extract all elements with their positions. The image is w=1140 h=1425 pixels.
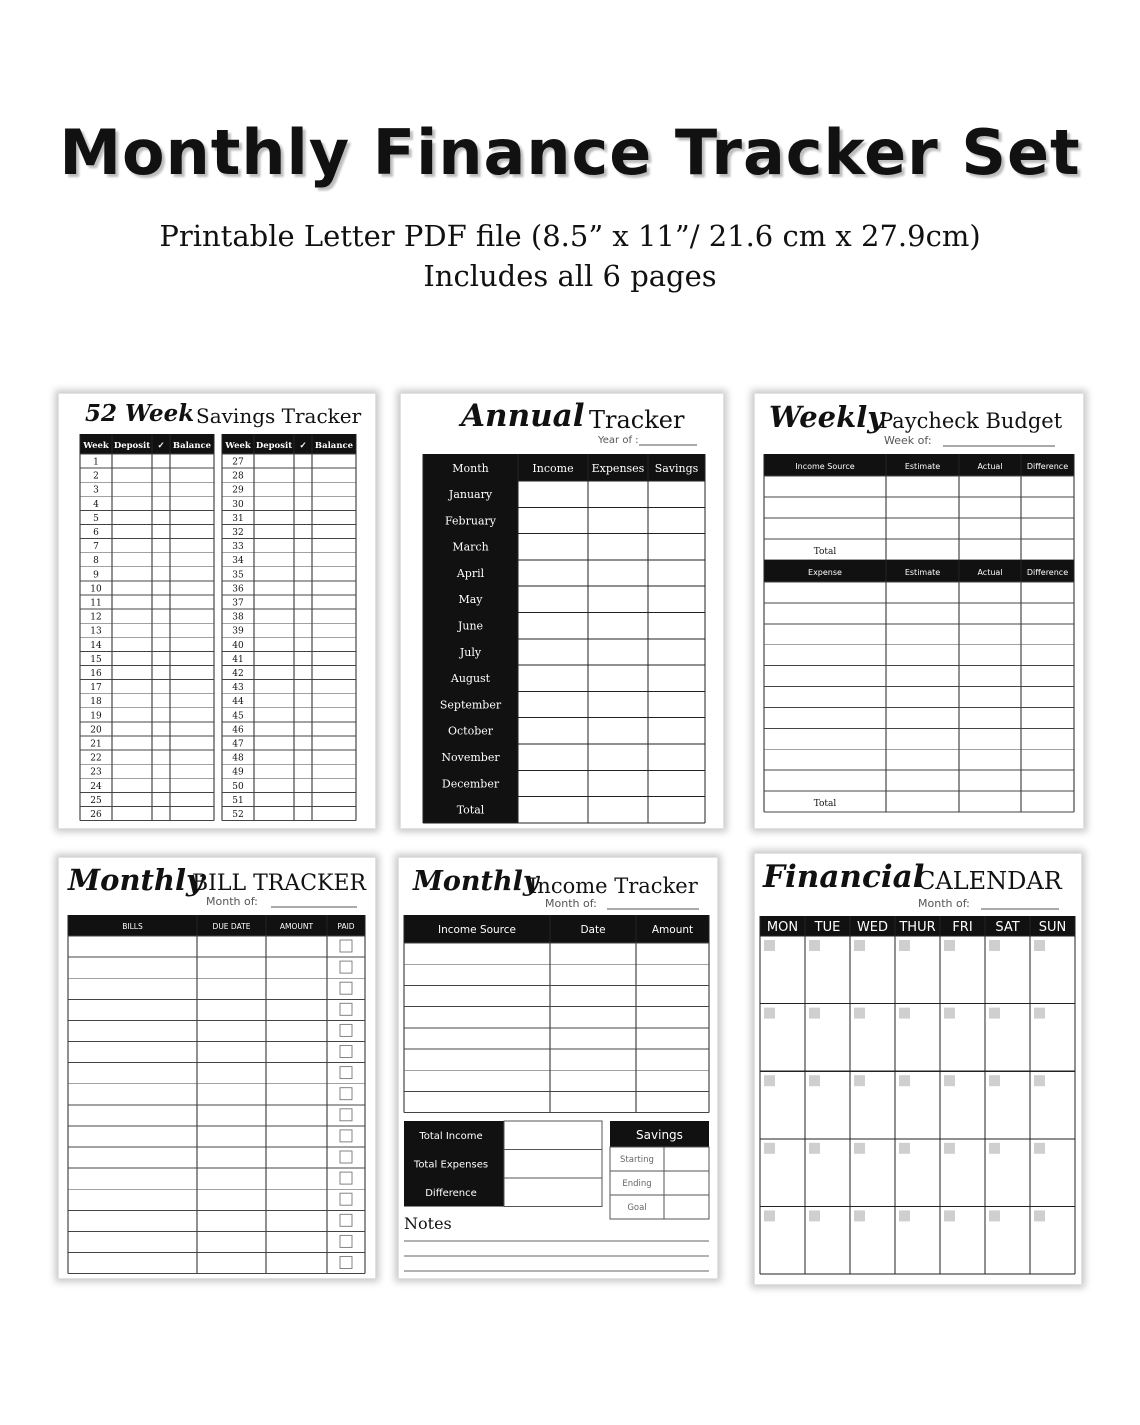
calendar-date-box bbox=[989, 1210, 1000, 1221]
calendar-date-box bbox=[764, 1008, 775, 1019]
calendar-day-header: TUE bbox=[814, 920, 841, 935]
savings-title-text: Savings Tracker bbox=[196, 404, 362, 428]
calendar-date-box bbox=[1034, 1008, 1045, 1019]
calendar-day-header: WED bbox=[856, 920, 889, 935]
calendar-date-box bbox=[809, 940, 820, 951]
calendar-date-box bbox=[764, 1210, 775, 1221]
savings-week-number: 25 bbox=[90, 795, 102, 806]
savings-col-header-left: Week bbox=[83, 441, 109, 451]
calendar-day-header: FRI bbox=[952, 920, 973, 935]
page-monthly-income-tracker bbox=[398, 857, 718, 1279]
calendar-date-box bbox=[944, 1210, 955, 1221]
annual-month-label: January bbox=[448, 488, 493, 501]
calendar-date-box bbox=[854, 1143, 865, 1154]
savings-week-number: 37 bbox=[232, 598, 244, 609]
savings-week-number: 21 bbox=[90, 739, 102, 750]
income-savings-title: Savings bbox=[636, 1128, 683, 1142]
subtitle-file-info: Printable Letter PDF file (8.5” x 11”/ 21.6 cm x 27.9cm) bbox=[159, 219, 981, 253]
savings-week-number: 8 bbox=[93, 556, 99, 567]
bills-grid bbox=[59, 858, 375, 1278]
savings-week-number: 15 bbox=[90, 654, 102, 665]
calendar-date-box bbox=[899, 1008, 910, 1019]
bills-col-header: DUE DATE bbox=[212, 922, 251, 931]
savings-week-number: 29 bbox=[232, 485, 244, 496]
savings-week-number: 9 bbox=[93, 570, 99, 581]
calendar-date-box bbox=[764, 1075, 775, 1086]
savings-week-number: 7 bbox=[93, 542, 99, 553]
subtitle-pages-info: Includes all 6 pages bbox=[423, 259, 717, 293]
annual-month-label: Total bbox=[456, 803, 485, 817]
savings-week-number: 30 bbox=[232, 499, 244, 510]
annual-year-label: Year of : bbox=[598, 435, 639, 446]
savings-week-number: 27 bbox=[232, 457, 244, 468]
bills-title-text: BILL TRACKER bbox=[192, 871, 367, 896]
calendar-date-box bbox=[944, 1075, 955, 1086]
bills-paid-checkbox bbox=[340, 1003, 352, 1015]
savings-week-number: 44 bbox=[232, 697, 244, 708]
savings-week-number: 4 bbox=[93, 499, 99, 510]
calendar-month-label: Month of: bbox=[918, 897, 970, 910]
calendar-date-box bbox=[1034, 1075, 1045, 1086]
annual-month-label: October bbox=[447, 724, 494, 738]
savings-week-number: 52 bbox=[232, 810, 244, 820]
savings-col-header-right: Deposit bbox=[255, 441, 293, 451]
annual-month-column bbox=[423, 454, 518, 823]
savings-week-number: 3 bbox=[93, 485, 99, 496]
calendar-date-box bbox=[809, 1143, 820, 1154]
savings-col-header-right: ✓ bbox=[299, 441, 307, 451]
bills-paid-checkbox bbox=[340, 1109, 352, 1121]
income-summary-label: Difference bbox=[425, 1188, 477, 1199]
savings-week-number: 45 bbox=[232, 711, 244, 722]
weekly-expense-total-label: Total bbox=[813, 799, 837, 809]
savings-week-number: 39 bbox=[232, 626, 244, 637]
savings-week-number: 31 bbox=[232, 513, 244, 524]
calendar-date-box bbox=[1034, 1210, 1045, 1221]
weekly-expense-col-header: Difference bbox=[1026, 568, 1069, 577]
bills-paid-checkbox bbox=[340, 1172, 352, 1184]
savings-week-number: 47 bbox=[232, 739, 244, 750]
page-financial-calendar bbox=[754, 853, 1082, 1285]
calendar-date-box bbox=[899, 1075, 910, 1086]
weekly-income-total-label: Total bbox=[813, 547, 837, 557]
savings-week-number: 11 bbox=[90, 598, 102, 609]
savings-col-header-left: ✓ bbox=[157, 441, 165, 451]
savings-week-number: 1 bbox=[93, 457, 99, 468]
savings-week-number: 5 bbox=[93, 513, 99, 524]
weekly-income-col-header: Actual bbox=[977, 462, 1003, 471]
savings-week-number: 34 bbox=[232, 556, 244, 567]
bills-paid-checkbox bbox=[340, 1067, 352, 1079]
page-monthly-bill-tracker bbox=[58, 857, 376, 1279]
calendar-date-box bbox=[899, 1143, 910, 1154]
weekly-expense-col-header: Actual bbox=[977, 568, 1003, 577]
main-title: Monthly Finance Tracker Set bbox=[59, 116, 1081, 189]
income-summary-label: Total Expenses bbox=[413, 1159, 489, 1171]
savings-week-number: 50 bbox=[232, 781, 244, 792]
income-month-label: Month of: bbox=[545, 897, 597, 910]
annual-month-label: April bbox=[456, 566, 485, 580]
savings-col-header-right: Balance bbox=[314, 441, 354, 451]
annual-month-label: March bbox=[452, 540, 489, 554]
savings-col-header-left: Balance bbox=[172, 441, 212, 451]
weekly-income-col-header: Difference bbox=[1026, 462, 1069, 471]
bills-paid-checkbox bbox=[340, 1046, 352, 1058]
annual-month-label: September bbox=[439, 698, 502, 712]
income-grid bbox=[399, 858, 717, 1278]
bills-paid-checkbox bbox=[340, 1193, 352, 1205]
calendar-date-box bbox=[899, 1210, 910, 1221]
annual-title-text: Tracker bbox=[589, 406, 685, 434]
annual-title-script: Annual bbox=[461, 398, 585, 434]
weekly-title-script: Weekly bbox=[769, 400, 885, 434]
savings-week-number: 12 bbox=[90, 612, 102, 623]
savings-week-number: 49 bbox=[232, 767, 244, 778]
page-weekly-paycheck-budget bbox=[754, 393, 1084, 829]
calendar-date-box bbox=[944, 1008, 955, 1019]
savings-week-number: 42 bbox=[232, 669, 244, 679]
savings-week-number: 23 bbox=[90, 767, 102, 778]
calendar-grid bbox=[755, 854, 1081, 1284]
calendar-date-box bbox=[809, 1210, 820, 1221]
savings-week-number: 2 bbox=[93, 471, 99, 482]
calendar-date-box bbox=[989, 1075, 1000, 1086]
calendar-date-box bbox=[809, 1075, 820, 1086]
income-savings-row-label: Ending bbox=[622, 1179, 652, 1189]
income-col-header: Income Source bbox=[437, 924, 517, 936]
calendar-date-box bbox=[854, 1075, 865, 1086]
calendar-date-box bbox=[854, 1210, 865, 1221]
bills-col-header: AMOUNT bbox=[279, 922, 314, 931]
savings-week-number: 18 bbox=[90, 697, 102, 708]
annual-col-header: Month bbox=[452, 462, 489, 475]
bills-paid-checkbox bbox=[340, 982, 352, 994]
savings-week-number: 19 bbox=[90, 711, 102, 722]
weekly-title-text: Paycheck Budget bbox=[879, 409, 1063, 433]
savings-week-number: 13 bbox=[90, 626, 102, 637]
weekly-grid bbox=[755, 394, 1083, 828]
savings-week-number: 48 bbox=[232, 753, 244, 764]
annual-grid bbox=[401, 394, 723, 828]
bills-col-header: BILLS bbox=[122, 922, 143, 931]
annual-col-header: Expenses bbox=[591, 462, 645, 475]
annual-month-label: November bbox=[441, 751, 500, 764]
page-annual-tracker bbox=[400, 393, 724, 829]
savings-week-number: 14 bbox=[90, 640, 102, 651]
savings-week-number: 16 bbox=[90, 669, 102, 679]
page-52-week-savings-tracker bbox=[58, 393, 376, 829]
bills-paid-checkbox bbox=[340, 1257, 352, 1269]
savings-grid bbox=[59, 394, 375, 828]
income-col-header: Date bbox=[580, 924, 606, 936]
weekly-income-col-header: Income Source bbox=[795, 462, 855, 471]
calendar-day-header: SUN bbox=[1038, 920, 1067, 935]
annual-col-header: Savings bbox=[654, 462, 699, 475]
weekly-expense-col-header: Estimate bbox=[904, 568, 941, 577]
savings-week-number: 24 bbox=[90, 781, 102, 792]
annual-month-label: December bbox=[441, 777, 500, 791]
savings-week-number: 22 bbox=[90, 753, 102, 764]
savings-col-header-left: Deposit bbox=[113, 441, 151, 451]
savings-week-number: 32 bbox=[232, 528, 244, 538]
savings-week-number: 43 bbox=[232, 683, 244, 694]
calendar-date-box bbox=[989, 1008, 1000, 1019]
calendar-date-box bbox=[944, 1143, 955, 1154]
savings-week-number: 26 bbox=[90, 810, 102, 820]
weekly-income-col-header: Estimate bbox=[904, 462, 941, 471]
calendar-date-box bbox=[854, 1008, 865, 1019]
calendar-day-header: THUR bbox=[899, 920, 936, 935]
bills-paid-checkbox bbox=[340, 1024, 352, 1036]
bills-col-header: PAID bbox=[337, 922, 355, 931]
bills-paid-checkbox bbox=[340, 1151, 352, 1163]
income-title-script: Monthly bbox=[413, 866, 539, 897]
bills-month-label: Month of: bbox=[206, 895, 258, 908]
calendar-date-box bbox=[809, 1008, 820, 1019]
bills-paid-checkbox bbox=[340, 1088, 352, 1100]
calendar-title-text: CALENDAR bbox=[917, 867, 1062, 895]
income-summary-values-box bbox=[504, 1121, 602, 1207]
calendar-title-script: Financial bbox=[763, 859, 925, 895]
calendar-date-box bbox=[764, 1143, 775, 1154]
calendar-day-header: MON bbox=[766, 920, 799, 935]
calendar-date-box bbox=[899, 940, 910, 951]
bills-paid-checkbox bbox=[340, 961, 352, 973]
calendar-date-box bbox=[764, 940, 775, 951]
savings-col-header-right: Week bbox=[225, 441, 251, 451]
savings-week-number: 28 bbox=[232, 471, 244, 482]
savings-title-script: 52 Week bbox=[85, 400, 195, 427]
annual-month-label: February bbox=[445, 514, 496, 528]
income-notes-label: Notes bbox=[404, 1214, 452, 1233]
income-col-header: Amount bbox=[651, 924, 694, 936]
calendar-date-box bbox=[989, 940, 1000, 951]
annual-month-label: August bbox=[450, 672, 491, 686]
savings-week-number: 17 bbox=[90, 683, 102, 694]
savings-week-number: 40 bbox=[232, 640, 244, 651]
savings-week-number: 41 bbox=[232, 654, 244, 665]
calendar-date-box bbox=[1034, 940, 1045, 951]
annual-col-header: Income bbox=[532, 462, 574, 475]
calendar-date-box bbox=[989, 1143, 1000, 1154]
savings-week-number: 35 bbox=[232, 570, 244, 581]
savings-week-number: 6 bbox=[93, 528, 99, 538]
bills-paid-checkbox bbox=[340, 940, 352, 952]
bills-paid-checkbox bbox=[340, 1235, 352, 1247]
annual-month-label: July bbox=[459, 645, 482, 659]
savings-week-number: 51 bbox=[232, 795, 244, 806]
income-title-text: Income Tracker bbox=[529, 874, 698, 898]
income-savings-row-label: Starting bbox=[620, 1155, 654, 1165]
calendar-date-box bbox=[944, 940, 955, 951]
savings-week-number: 38 bbox=[232, 612, 244, 623]
savings-week-number: 20 bbox=[90, 725, 102, 736]
savings-week-number: 36 bbox=[232, 584, 244, 595]
income-summary-label: Total Income bbox=[419, 1131, 483, 1142]
bills-paid-checkbox bbox=[340, 1214, 352, 1226]
annual-month-label: June bbox=[457, 619, 484, 633]
bills-paid-checkbox bbox=[340, 1130, 352, 1142]
savings-week-number: 33 bbox=[232, 542, 244, 553]
annual-month-label: May bbox=[458, 593, 483, 607]
calendar-date-box bbox=[1034, 1143, 1045, 1154]
bills-title-script: Monthly bbox=[68, 863, 203, 897]
savings-week-number: 10 bbox=[90, 584, 102, 595]
weekly-expense-col-header: Expense bbox=[808, 568, 842, 577]
weekly-week-label: Week of: bbox=[884, 434, 932, 447]
calendar-date-box bbox=[854, 940, 865, 951]
savings-week-number: 46 bbox=[232, 725, 244, 736]
calendar-day-header: SAT bbox=[995, 920, 1020, 935]
income-savings-row-label: Goal bbox=[627, 1203, 647, 1213]
